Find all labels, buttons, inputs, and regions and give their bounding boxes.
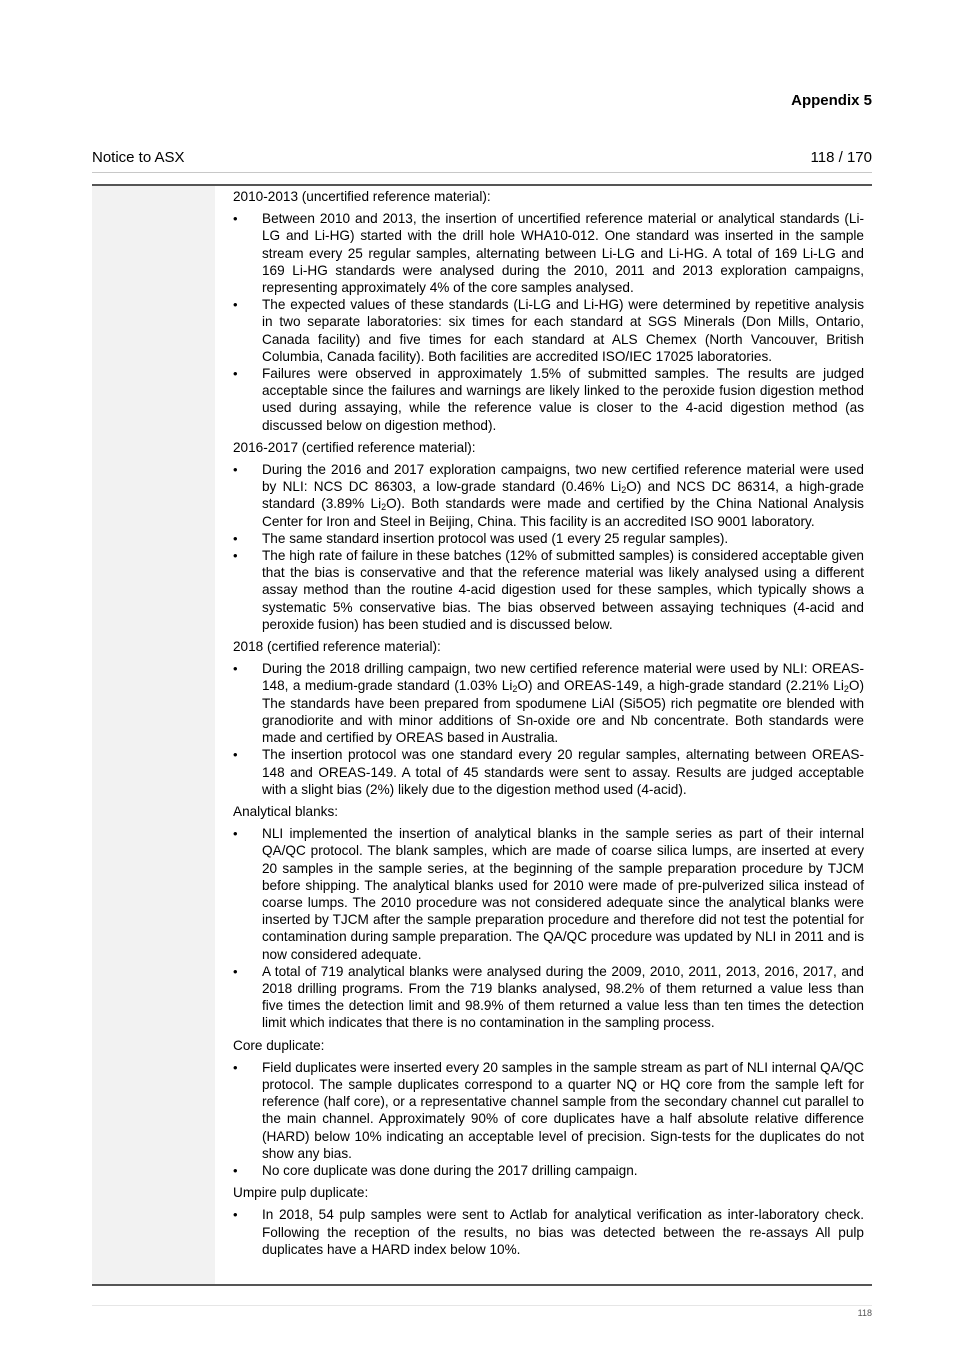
list-item	[233, 365, 864, 434]
section-title: Umpire pulp duplicate:	[233, 1185, 369, 1201]
list-item-text: NLI implemented the insertion of analytical blanks in the sample series as part of their internal QA/QC protocol. The blank samples, which are made of coarse silica lumps, are inserted at every 20 samples in the sample series, at the beginning of the sample preparation procedure by TJCM before shipping. The analytical blanks used for 2010 were made of pre-pulverized silica instead of coarse lumps. The 2010 procedure was not considered adequate since the analytical blanks were inserted by TJCM after the sample preparation procedure and therefore did not test the potential for contamination during sample preparation. The QA/QC procedure was updated by NLI in 2011 and is now considered adequate.	[262, 826, 864, 962]
header-divider	[92, 172, 872, 173]
list-item-text: In 2018, 54 pulp samples were sent to Actlab for analytical verification as inter-laboratory check. Following the reception of the results, no bias was detected between the re-assays All pulp duplicates have a HARD index below 10%.	[262, 1207, 864, 1257]
bullet-icon: •	[233, 530, 238, 546]
bullet-list	[233, 461, 864, 633]
section-title: 2018 (certified reference material):	[233, 639, 441, 655]
bullet-icon: •	[233, 747, 238, 763]
bullet-list	[233, 660, 864, 798]
list-item	[233, 210, 864, 296]
bullet-icon: •	[233, 1162, 238, 1178]
list-item-text: A total of 719 analytical blanks were analysed during the 2009, 2010, 2011, 2013, 2016, 2017, and 2018 drilling programs. From the 719 blanks analysed, 98.2% of them returned a value less than five times the detection limit and 98.9% of them returned a value less than ten times the detection limit which indicates that there is no contamination in the sampling process.	[262, 963, 864, 1031]
list-item	[233, 825, 864, 963]
subscript: 2	[381, 502, 387, 513]
text-run: O) and OREAS-149, a high-grade standard (2.21% Li	[517, 678, 844, 694]
list-item-text: No core duplicate was done during the 2017 drilling campaign.	[262, 1162, 638, 1178]
text-run: During the 2016 and 2017 exploration campaigns, two new certified reference material were used by NLI: NCS DC 86303, a low-grade standard (0.46% Li	[262, 462, 864, 495]
list-item-text: The expected values of these standards (Li-LG and Li-HG) were determined by repetitive analysis in two separate laboratories: six times for each standard at SGS Minerals (Don Mills, Ontario, Canada facility) and five times for each standard at ALS Chemex (North Vancouver, British Columbia, Canada facility). Both facilities are accredited ISO/IEC 17025 laboratories.	[262, 297, 864, 364]
list-item	[233, 530, 864, 547]
list-item-text: The insertion protocol was one standard every 20 regular samples, alternating between OREAS-148 and OREAS-149. A total of 45 standards were sent to assay. Results are judged acceptable with a slight bias (2%) likely due to the digestion method used (4-acid).	[262, 747, 864, 797]
section-title: Analytical blanks:	[233, 803, 339, 819]
list-item-text: Field duplicates were inserted every 20 samples in the sample stream as part of NLI internal QA/QC protocol. The sample duplicates correspond to a quarter NQ or HQ core from the sample left for reference (half core), or a representative channel sample from the secondary channel cut parallel to the main channel. Approximately 90% of core duplicates have a half absolute relative difference (HARD) below 10% indicating an acceptable level of precision. Sign-tests for the duplicates do not show any bias.	[262, 1059, 864, 1161]
table-bottom-border	[92, 1284, 872, 1286]
table-left-column	[92, 186, 215, 1284]
notice-label: Notice to ASX	[92, 149, 185, 166]
list-item-text: Between 2010 and 2013, the insertion of uncertified reference material or analytical standards (Li-LG and Li-HG) started with the drill hole WHA10-012. One standard was inserted in the sample stream every 25 regular samples, alternating between Li-LG and Li-HG. A total of 169 Li-LG and 169 Li-HG standards were analysed during the 2010, 2011 and 2013 exploration campaigns, representing approximately 4% of the core samples analysed.	[262, 211, 864, 296]
footer-page-number: 118	[857, 1308, 872, 1318]
list-item	[233, 660, 864, 746]
section-title: 2010-2013 (uncertified reference material):	[233, 189, 491, 204]
bullet-icon: •	[233, 1059, 238, 1075]
bullet-icon: •	[233, 462, 238, 478]
bullet-icon: •	[233, 211, 238, 227]
text-run: O). Both standards were made and certified by the China National Analysis Center for Iron and Steel in Beijing, China. This facility is an accredited ISO 9001 laboratory.	[262, 496, 864, 529]
list-item	[233, 547, 864, 633]
list-item-text: The high rate of failure in these batches (12% of submitted samples) is considered acceptable given that the bias is conservative and that the reference material was likely analysed using a different assay method than the routine 4-acid digestion used for these samples, which typically shows a systematic 5% conservative bias. The bias observed between assaying techniques (4-acid and peroxide fusion) has been studied and is discussed below.	[262, 548, 864, 632]
subscript: 2	[843, 684, 849, 695]
bullet-icon: •	[233, 963, 238, 979]
bullet-icon: •	[233, 661, 238, 677]
bullet-list	[233, 1059, 864, 1179]
text-run: O) and NCS DC 86314, a high-grade standard (3.89% Li	[262, 479, 864, 512]
list-item-text	[262, 462, 864, 529]
list-item-text	[262, 661, 864, 745]
appendix-label: Appendix 5	[791, 92, 872, 109]
list-item	[233, 963, 864, 1032]
list-item	[233, 461, 864, 530]
section-title: Core duplicate:	[233, 1037, 325, 1053]
page-indicator: 118 / 170	[810, 149, 872, 166]
list-item	[233, 1162, 864, 1179]
subscript: 2	[621, 485, 627, 496]
bullet-icon: •	[233, 826, 238, 842]
bullet-icon: •	[233, 297, 238, 313]
section-title: 2016-2017 (certified reference material):	[233, 439, 476, 455]
list-item	[233, 1059, 864, 1162]
bullet-list	[233, 825, 864, 1031]
bullet-list	[233, 210, 864, 434]
footer-divider	[92, 1305, 872, 1306]
list-item-text: The same standard insertion protocol was used (1 every 25 regular samples).	[262, 530, 729, 546]
list-item-text: Failures were observed in approximately 1.5% of submitted samples. The results are judged acceptable since the failures and warnings are likely linked to the peroxide fusion digestion method used during assaying, while the reference value is closer to the 4-acid digestion method (as discussed below on digestion method).	[262, 366, 864, 433]
bullet-list	[233, 1206, 864, 1258]
bullet-icon: •	[233, 548, 238, 564]
bullet-icon: •	[233, 1207, 238, 1223]
list-item	[233, 1206, 864, 1258]
text-run: During the 2018 drilling campaign, two new certified reference material were used by NLI: OREAS-148, a medium-grade standard (1.03% Li	[262, 661, 864, 694]
text-run: O) The standards have been prepared from spodumene LiAl (Si5O5) rich pegmatite ore blended with granodiorite and with minor additions of Sn-oxide ore and Nb concentrate. Both standards were made and certified by OREAS based in Australia.	[262, 678, 864, 746]
list-item	[233, 746, 864, 798]
bullet-icon: •	[233, 366, 238, 382]
list-item	[233, 296, 864, 365]
subscript: 2	[512, 684, 518, 695]
table-content-cell	[233, 186, 864, 1263]
